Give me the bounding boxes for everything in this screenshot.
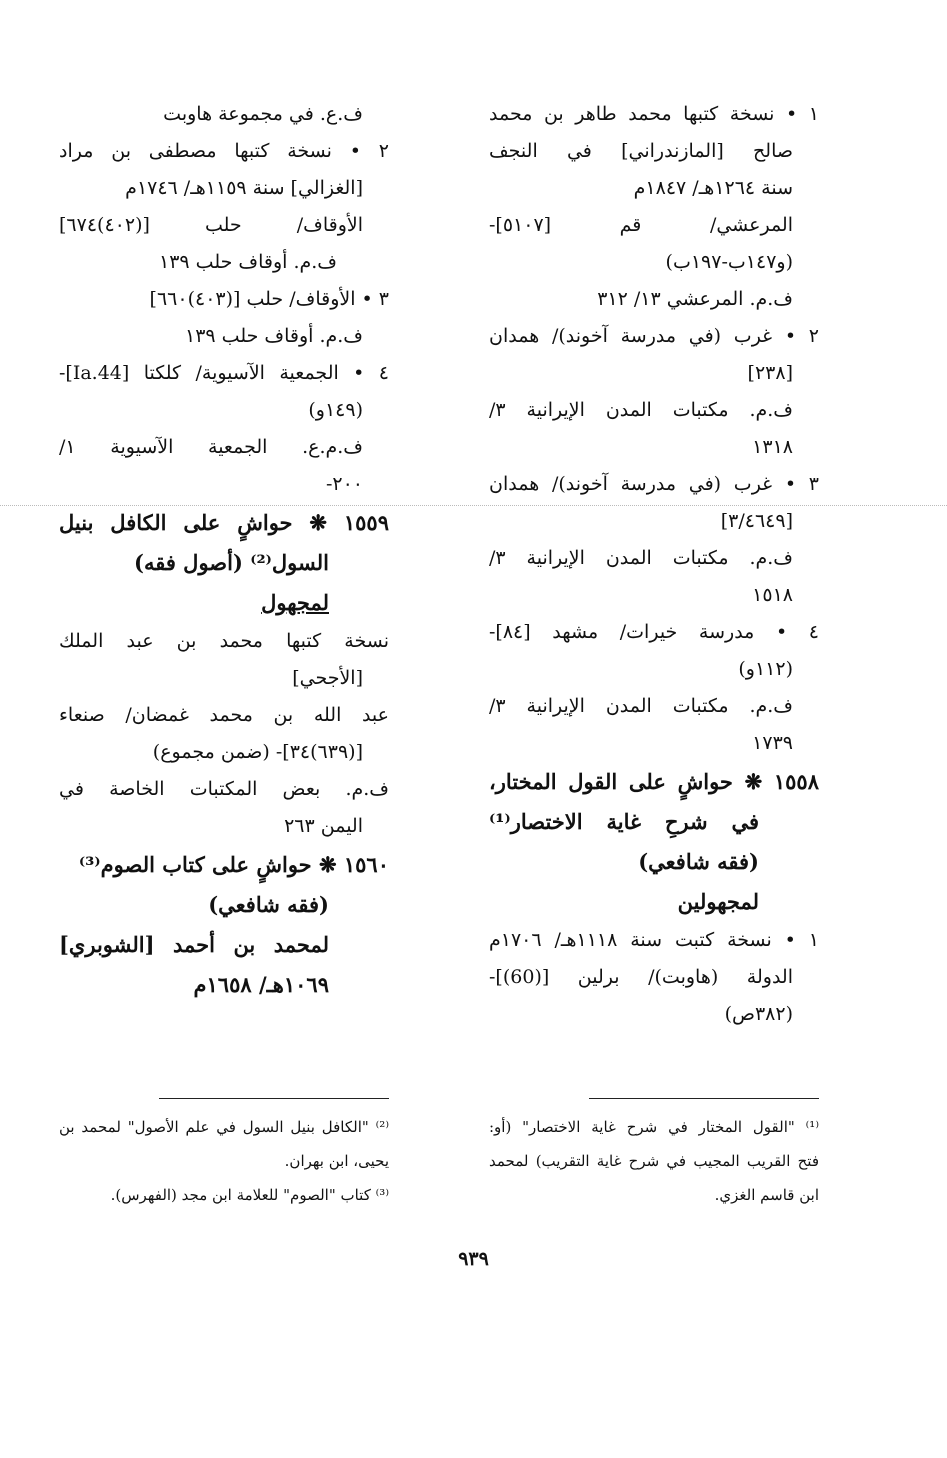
text-line: صالح [المازندراني] في النجف <box>489 140 793 162</box>
text-line: ١٣١٨ <box>752 436 793 458</box>
footnote-line: فتح القريب المجيب في شرح غاية التقريب) لمحمد <box>489 1152 819 1170</box>
text-line: ٣ • الأوقاف/ حلب [(٤٠٣)٦٦٠] <box>149 288 389 310</box>
text-line: ف.م.ع. الجمعية الآسيوية ١/ <box>59 436 363 458</box>
text-line: ف.م. مكتبات المدن الإيرانية ٣/ <box>489 695 793 717</box>
footnotes-right <box>489 1110 819 1212</box>
text-line: نسخة كتبها محمد بن عبد الملك <box>59 630 389 652</box>
text-line: (و١٤٧ب-١٩٧ب) <box>665 251 793 273</box>
text-line: الأوقاف/ حلب [(٤٠٢)٦٧٤] <box>59 214 363 236</box>
text-line: ١٥٥٨ ❋ حواشٍ على القول المختار، <box>489 769 819 794</box>
text-line: [الأجحي] <box>292 667 363 689</box>
text-line: (فقه شافعي) <box>208 892 329 917</box>
footnote-separator-left <box>159 1098 389 1099</box>
right-column <box>489 96 819 1033</box>
text-line: ٤ • مدرسة خيرات/ مشهد [٨٤]- <box>489 621 819 643</box>
text-line: الدولة (هاوبت)/ برلين [(60)]- <box>489 966 793 988</box>
text-line: ف.م. بعض المكتبات الخاصة في <box>59 778 389 800</box>
text-line: (١١٢و) <box>738 658 793 680</box>
text-line: ١٠٦٩هـ/ ١٦٥٨م <box>193 972 329 997</box>
footnote-line: ⁽³⁾ كتاب "الصوم" للعلامة ابن مجد (الفهرس). <box>110 1186 389 1204</box>
footnote-line: ⁽¹⁾ "القول المختار في شرح غاية الاختصار" (أو: <box>489 1118 819 1136</box>
text-line: ف.م. مكتبات المدن الإيرانية ٣/ <box>489 547 793 569</box>
footnote-separator-right <box>589 1098 819 1099</box>
text-line: ف.م. المرعشي ١٣/ ٣١٢ <box>597 288 793 310</box>
left-column <box>59 96 389 1005</box>
text-line: لمجهول <box>261 590 329 615</box>
text-line: عبد الله بن محمد غمضان/ صنعاء <box>59 704 389 726</box>
text-line: [الغزالي] سنة ١١٥٩هـ/ ١٧٤٦م <box>125 177 363 199</box>
text-line: ٢ • نسخة كتبها مصطفى بن مراد <box>59 140 389 162</box>
text-line: ١٥١٨ <box>752 584 793 606</box>
text-line: (١٤٩و) <box>308 399 363 421</box>
text-line: ٣ • غرب (في مدرسة آخوند)/ همدان <box>489 473 819 495</box>
text-line: السول⁽²⁾ (أصول فقه) <box>134 550 329 575</box>
text-line: ف.م. أوقاف حلب ١٣٩ <box>185 325 363 347</box>
text-line: لمجهولين <box>677 889 759 914</box>
text-line: ف.م. أوقاف حلب ١٣٩ <box>159 251 337 273</box>
footnotes-left <box>59 1110 389 1212</box>
text-line: المرعشي/ قم [٥١٠٧]- <box>489 214 793 236</box>
text-line: ١ • نسخة كتبها محمد طاهر بن محمد <box>489 103 819 125</box>
text-line: ف.م. مكتبات المدن الإيرانية ٣/ <box>489 399 793 421</box>
text-line: ٢ • غرب (في مدرسة آخوند)/ همدان <box>489 325 819 347</box>
text-line: لمحمد بن أحمد [الشوبري] <box>59 932 329 957</box>
text-line: سنة ١٢٦٤هـ/ ١٨٤٧م <box>633 177 793 199</box>
text-line: ٢٠٠- <box>325 473 363 495</box>
text-line: ١٧٣٩ <box>752 732 793 754</box>
text-line: (فقه شافعي) <box>638 849 759 874</box>
text-line: ١٥٦٠ ❋ حواشٍ على كتاب الصوم⁽³⁾ <box>78 852 389 877</box>
text-line: ٤ • الجمعية الآسيوية/ كلكتا [Ia.44]- <box>59 362 389 384</box>
text-line: [٢٣٨] <box>747 362 793 384</box>
text-line: اليمن ٢٦٣ <box>284 815 363 837</box>
text-line: [(٦٣٩)٣٤]- (ضمن مجموع) <box>152 741 363 763</box>
footnote-line: يحيى، ابن بهران. <box>284 1152 389 1170</box>
footnote-line: ⁽²⁾ "الكافل بنيل السول في علم الأصول" لمحمد بن <box>59 1118 389 1136</box>
text-line: [٣/٤٦٤٩] <box>720 510 793 532</box>
text-line: ١٥٥٩ ❋ حواشٍ على الكافل بنيل <box>59 510 389 535</box>
text-line: ١ • نسخة كتبت سنة ١١١٨هـ/ ١٧٠٦م <box>489 929 819 951</box>
text-line: (٣٨٢ص) <box>724 1003 793 1025</box>
footnote-line: ابن قاسم الغزي. <box>714 1186 819 1204</box>
text-line: ف.ع. في مجموعة هاوبت <box>163 103 363 125</box>
text-line: في شرحِ غاية الاختصار⁽¹⁾ <box>489 809 759 834</box>
page-number: ٩٣٩ <box>458 1248 489 1270</box>
